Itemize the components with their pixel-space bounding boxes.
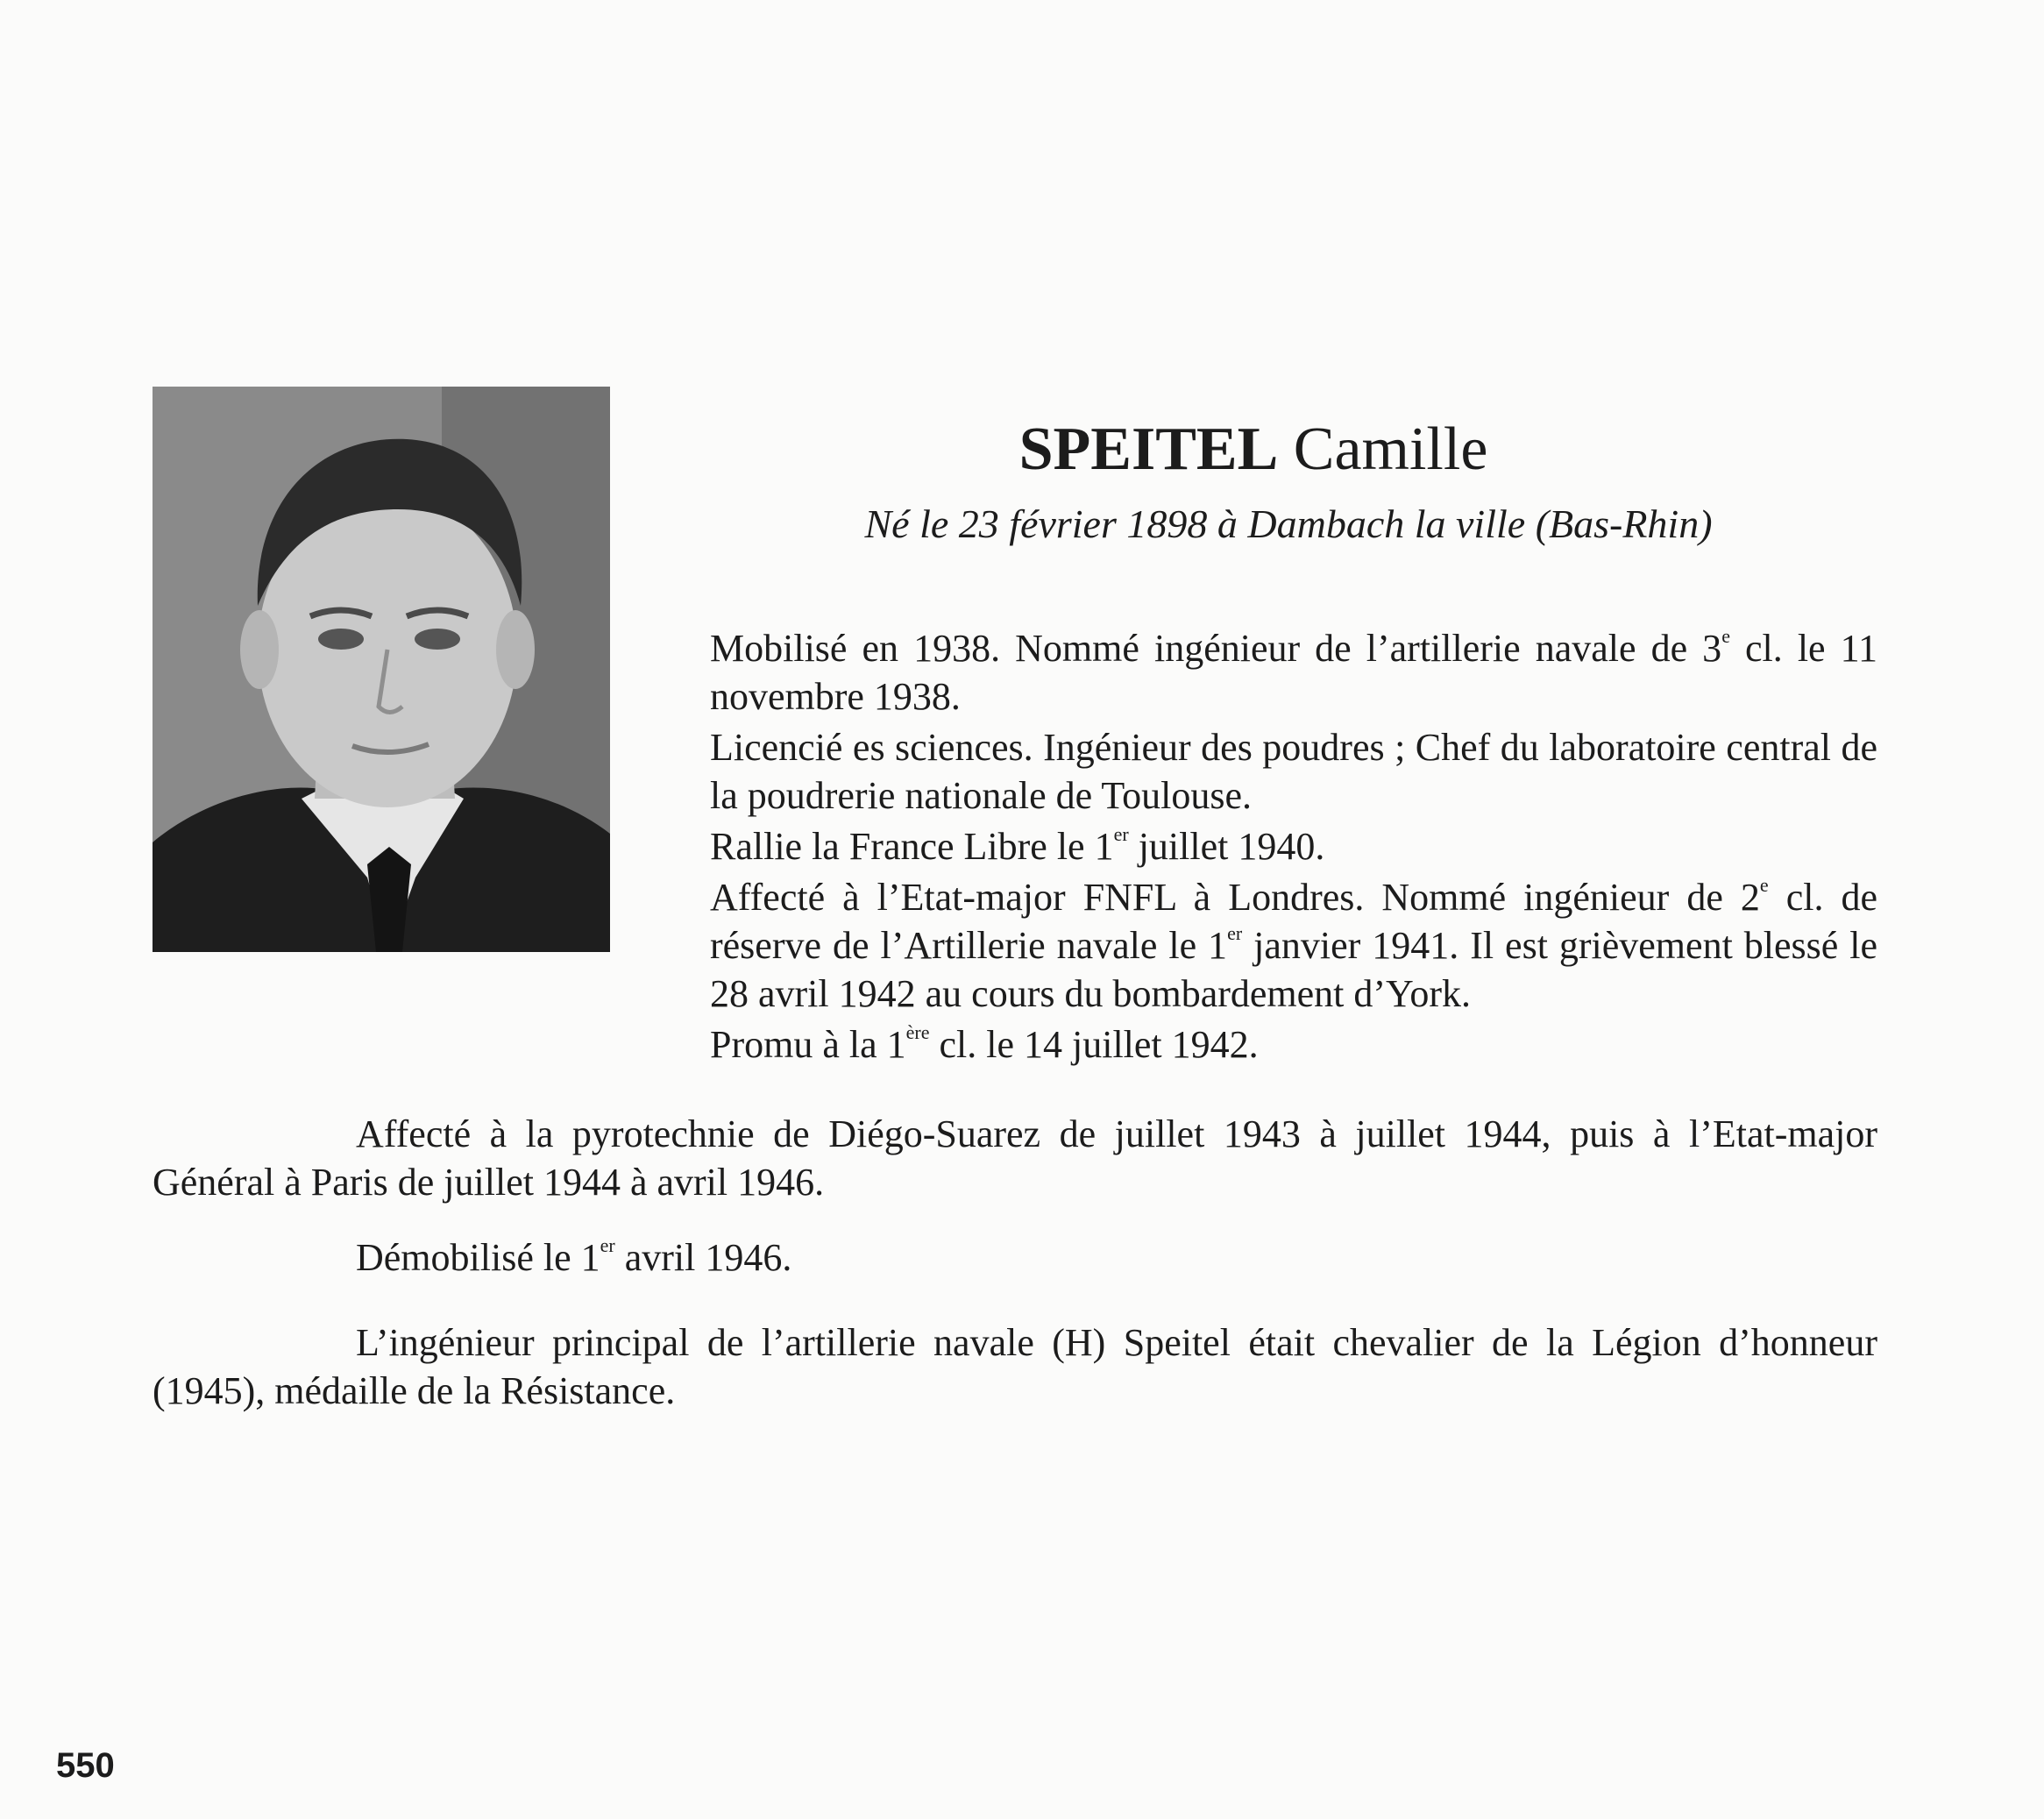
bio-line-promotion: Promu à la 1ère cl. le 14 juillet 1942. (710, 1021, 1259, 1066)
given-name: Camille (1293, 416, 1488, 483)
portrait-photo (153, 387, 610, 952)
bio-line-affectation: Affecté à l’Etat-major FNFL à Londres. Nommé ingénieur de 2e cl. de réserve de l’Artillerie navale le 1er janvier 1941. Il est grièvement blessé le 28 avril 1942 au cours du bombardement d’York. (710, 874, 1877, 1015)
paragraph-decorations: L’ingénieur principal de l’artillerie navale (H) Speitel était chevalier de la Légion d’honneur (1945), médaille de la Résistance. (153, 1321, 1877, 1412)
page-number: 550 (56, 1746, 115, 1785)
bio-line-mobilisation: Mobilisé en 1938. Nommé ingénieur de l’artillerie navale de 3e cl. le 11 novembre 1938. (710, 625, 1878, 718)
bio-line-education: Licencié es sciences. Ingénieur des poudres ; Chef du laboratoire central de la poudrerie nationale de Toulouse. (710, 726, 1877, 817)
surname: SPEITEL (1018, 416, 1279, 483)
bio-block (710, 624, 1877, 1071)
person-name (789, 412, 1718, 487)
paragraph-demobilisation: Démobilisé le 1er avril 1946. (356, 1234, 792, 1279)
portrait-illustration (153, 387, 610, 952)
bio-line-rallie: Rallie la France Libre le 1er juillet 1940. (710, 823, 1325, 868)
birth-line: Né le 23 février 1898 à Dambach la ville (Bas-Rhin) (864, 501, 1713, 546)
paragraph-pyrotechnie: Affecté à la pyrotechnie de Diégo-Suarez de juillet 1943 à juillet 1944, puis à l’Etat-major Général à Paris de juillet 1944 à avril 1946. (153, 1112, 1877, 1204)
